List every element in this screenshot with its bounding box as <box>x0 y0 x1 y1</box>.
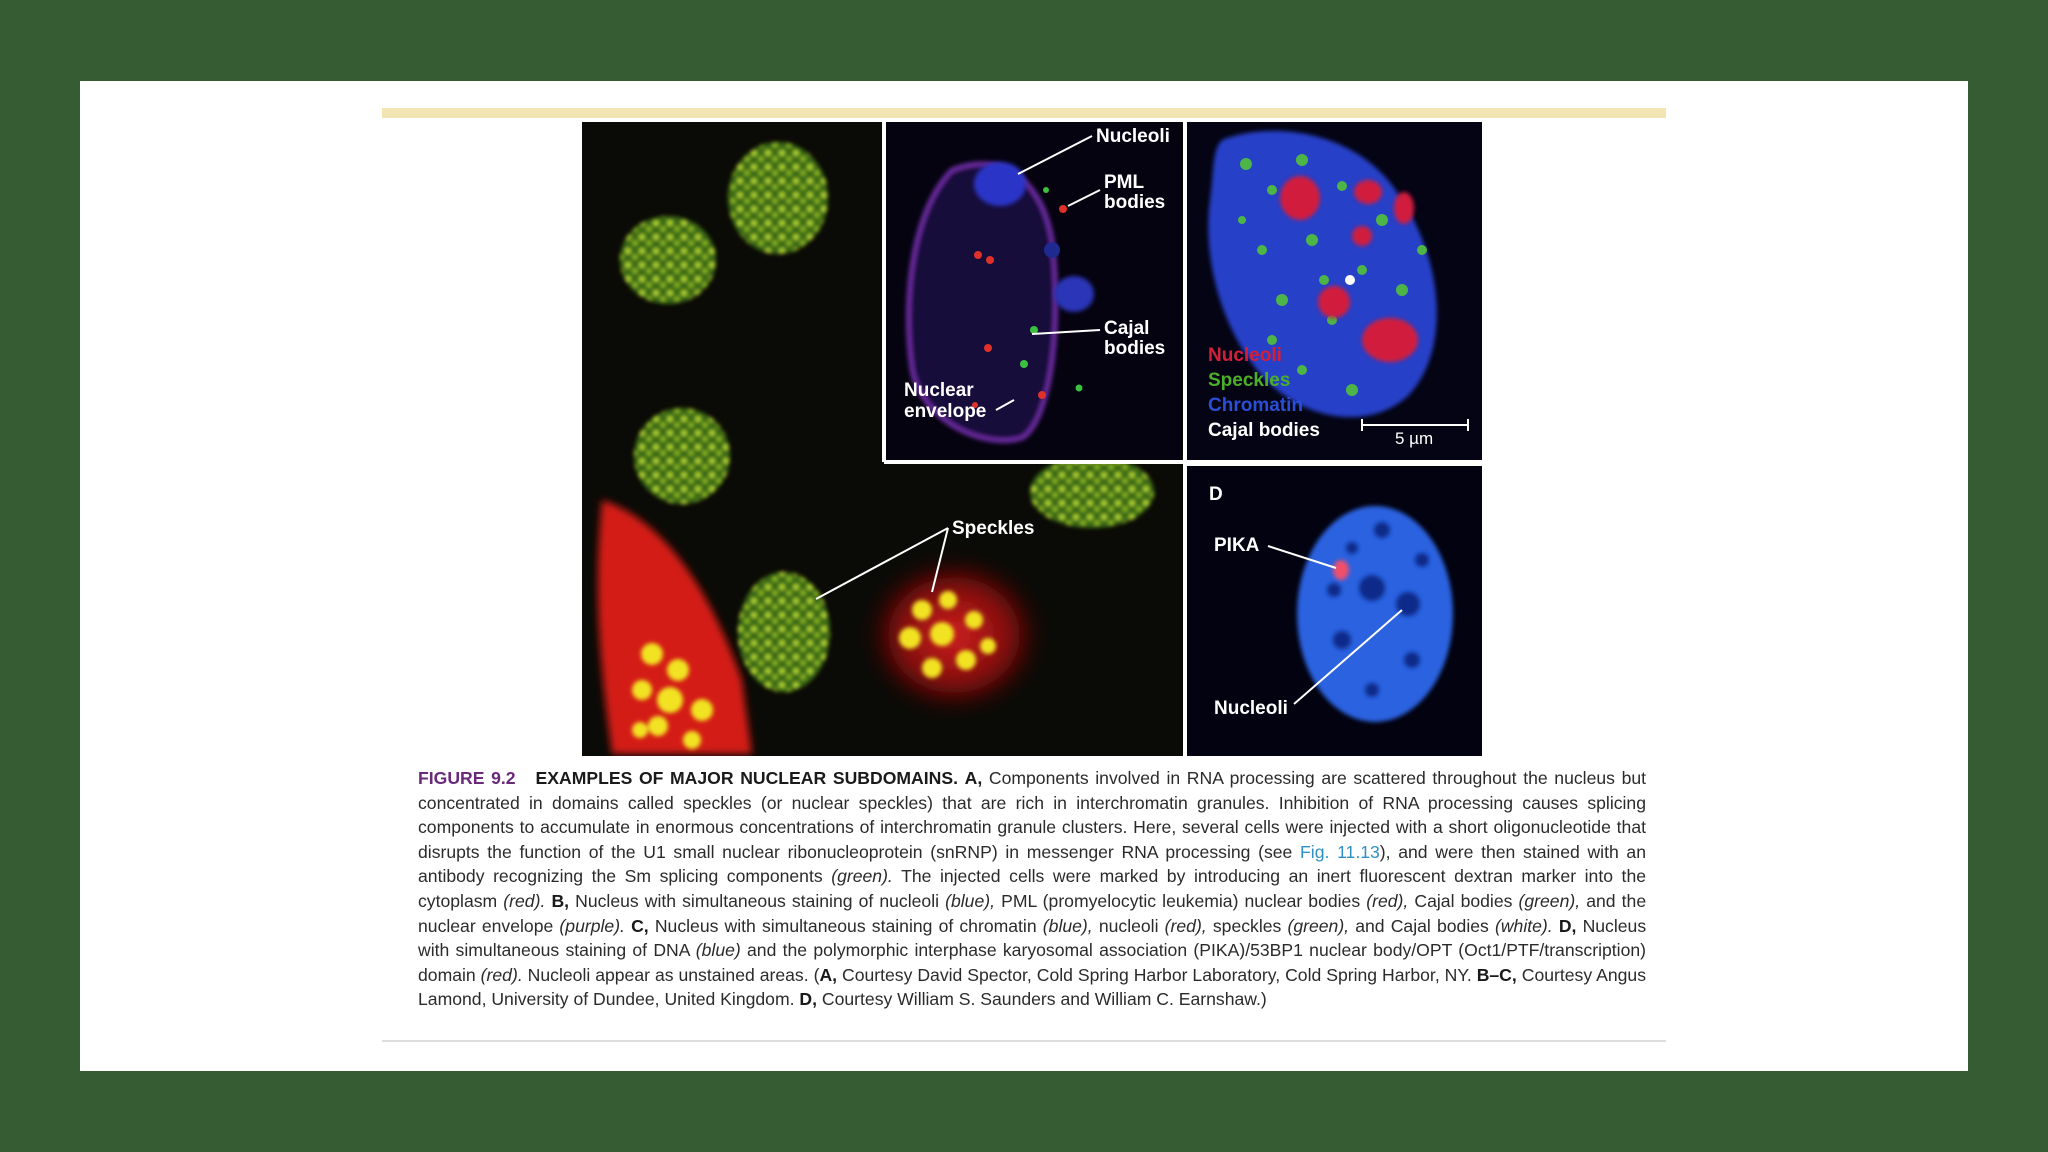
green-nucleus <box>738 572 830 692</box>
credit-a-ref: A, <box>819 964 838 985</box>
caption-text: and Cajal bodies <box>1355 915 1489 936</box>
credit-text: Courtesy David Spector, Cold Spring Harbor Laboratory, Cold Spring Harbor, NY. <box>841 964 1472 985</box>
pika-spot <box>1333 560 1349 580</box>
legend-nucleoli: Nucleoli <box>1208 345 1282 366</box>
caption-text: Nucleus with simultaneous staining of chromatin <box>654 915 1037 936</box>
credit-text: Courtesy William S. Saunders and William C. Earnshaw.) <box>821 989 1267 1010</box>
fig-11-13-link[interactable]: Fig. 11.13 <box>1300 841 1380 862</box>
caption-text: speckles <box>1212 915 1282 936</box>
panel-c-ref: C, <box>631 915 649 936</box>
figure-9-2-image <box>582 120 1482 756</box>
caption-text: Nucleus with simultaneous staining of nucleoli <box>575 890 940 911</box>
legend-speckles: Speckles <box>1208 370 1291 391</box>
pml-bodies-label: PML bodies <box>1104 172 1166 213</box>
legend-chromatin: Chromatin <box>1208 395 1303 416</box>
panel-d-ref: D, <box>1558 915 1577 936</box>
panel-c <box>1187 122 1482 462</box>
pika-label: PIKA <box>1214 535 1260 556</box>
caption-text: The injected cells were marked by introducing an inert fluorescent dextran marker into the cytoplasm <box>418 866 1647 911</box>
nuclear-envelope-label: Nuclear envelope <box>904 380 987 422</box>
green-nucleus <box>1030 456 1154 528</box>
green-nucleus <box>728 142 828 254</box>
caption-text: Components involved in RNA processing are scattered throughout the nucleus but concentrated in domains called speckles (or nuclear speckles) that are rich in interchromatin granules. Inhibition of RNA processing causes splicing components to accumulate in enormous concentrations of interchromatin granule clusters. Here, several cells were injected with a short oligonucleotide that disrupts the function of the U1 small nuclear ribonucleoprotein (snRNP) in messenger RNA processing (see <box>418 768 1647 862</box>
caption-text: and the nuclear envelope <box>418 890 1647 936</box>
panel-b-ref: B, <box>551 890 570 911</box>
caption-text: and the polymorphic interphase karyosomal association (PIKA)/53BP1 nuclear body/OPT (Oct1/PTF/transcription) domain <box>418 940 1646 985</box>
figure-title: EXAMPLES OF MAJOR NUCLEAR SUBDOMAINS. <box>535 768 958 788</box>
nucleoli-label-b: Nucleoli <box>1096 126 1170 147</box>
panel-d <box>1187 466 1482 756</box>
caption-text: nucleoli <box>1098 915 1159 936</box>
legend-cajal-bodies: Cajal bodies <box>1208 420 1320 441</box>
credit-bc-ref: B–C, <box>1476 964 1517 985</box>
panel-d-letter: D <box>1209 484 1223 505</box>
nucleoli-label-d: Nucleoli <box>1214 698 1288 719</box>
panel-a-ref: A, <box>964 768 983 788</box>
nucleolus <box>1054 276 1094 312</box>
caption-text: Nucleoli appear as unstained areas. ( <box>527 964 820 985</box>
cajal-bodies-label: Cajal bodies <box>1104 318 1166 359</box>
caption-text: Nucleus with simultaneous staining of DNA <box>418 915 1647 961</box>
caption-text: PML (promyelocytic leukemia) nuclear bodies <box>1001 890 1361 911</box>
header-rule <box>382 108 1666 118</box>
red-cytoplasm-cell-right <box>869 560 1039 710</box>
caption-text: ), and were then stained with an antibody recognizing the Sm splicing components <box>418 841 1646 887</box>
scale-bar-label: 5 µm <box>1395 429 1434 448</box>
figure-caption: FIGURE 9.2 EXAMPLES OF MAJOR NUCLEAR SUBDOMAINS. A, Components involved in RNA processing are scattered throughout the nucleus but concentrated in domains called speckles (or nuclear speckles) that are rich in interchromatin granules. Inhibition of RNA processing causes splicing components to accumulate in enormous concentrations of interchromatin granule clusters. Here, several cells were injected with a short oligonucleotide that disrupts the function of the U1 small nuclear ribonucleoprotein (snRNP) in messenger RNA processing (see Fig. 11.13), and were then stained with an antibody recognizing the Sm splicing components (green). The injected cells were marked by introducing an inert fluorescent dextran marker into the cytoplasm (red). B, Nucleus with simultaneous staining of nucleoli (blue), PML (promyelocytic leukemia) nuclear bodies (red), Cajal bodies (green), and the nuclear envelope (purple). C, Nucleus with simultaneous staining of chromatin (blue), nucleoli (red), speckles (green), and Cajal bodies (white). D, Nucleus with simultaneous staining of DNA (blue) and the polymorphic interphase karyosomal association (PIKA)/53BP1 nuclear body/OPT (Oct1/PTF/transcription) domain (red). Nucleoli appear as unstained areas. (A, Courtesy David Spector, Cold Spring Harbor Laboratory, Cold Spring Harbor, NY. B–C, Courtesy Angus Lamond, University of Dundee, United Kingdom. D, Courtesy William S. Saunders and William C. Earnshaw.) <box>418 768 1647 1010</box>
figure-number: FIGURE 9.2 <box>418 768 516 788</box>
credit-text: Courtesy Angus Lamond, University of Dundee, United Kingdom. <box>418 964 1647 1010</box>
green-nucleus <box>634 408 730 504</box>
footer-rule <box>382 1040 1666 1042</box>
caption-text: Cajal bodies <box>1414 890 1513 911</box>
panel-b <box>884 122 1182 462</box>
green-nucleus <box>620 216 716 304</box>
speckles-label: Speckles <box>952 518 1035 539</box>
credit-d-ref: D, <box>799 989 817 1010</box>
nucleolus <box>974 162 1026 206</box>
cajal-body <box>1345 275 1355 285</box>
